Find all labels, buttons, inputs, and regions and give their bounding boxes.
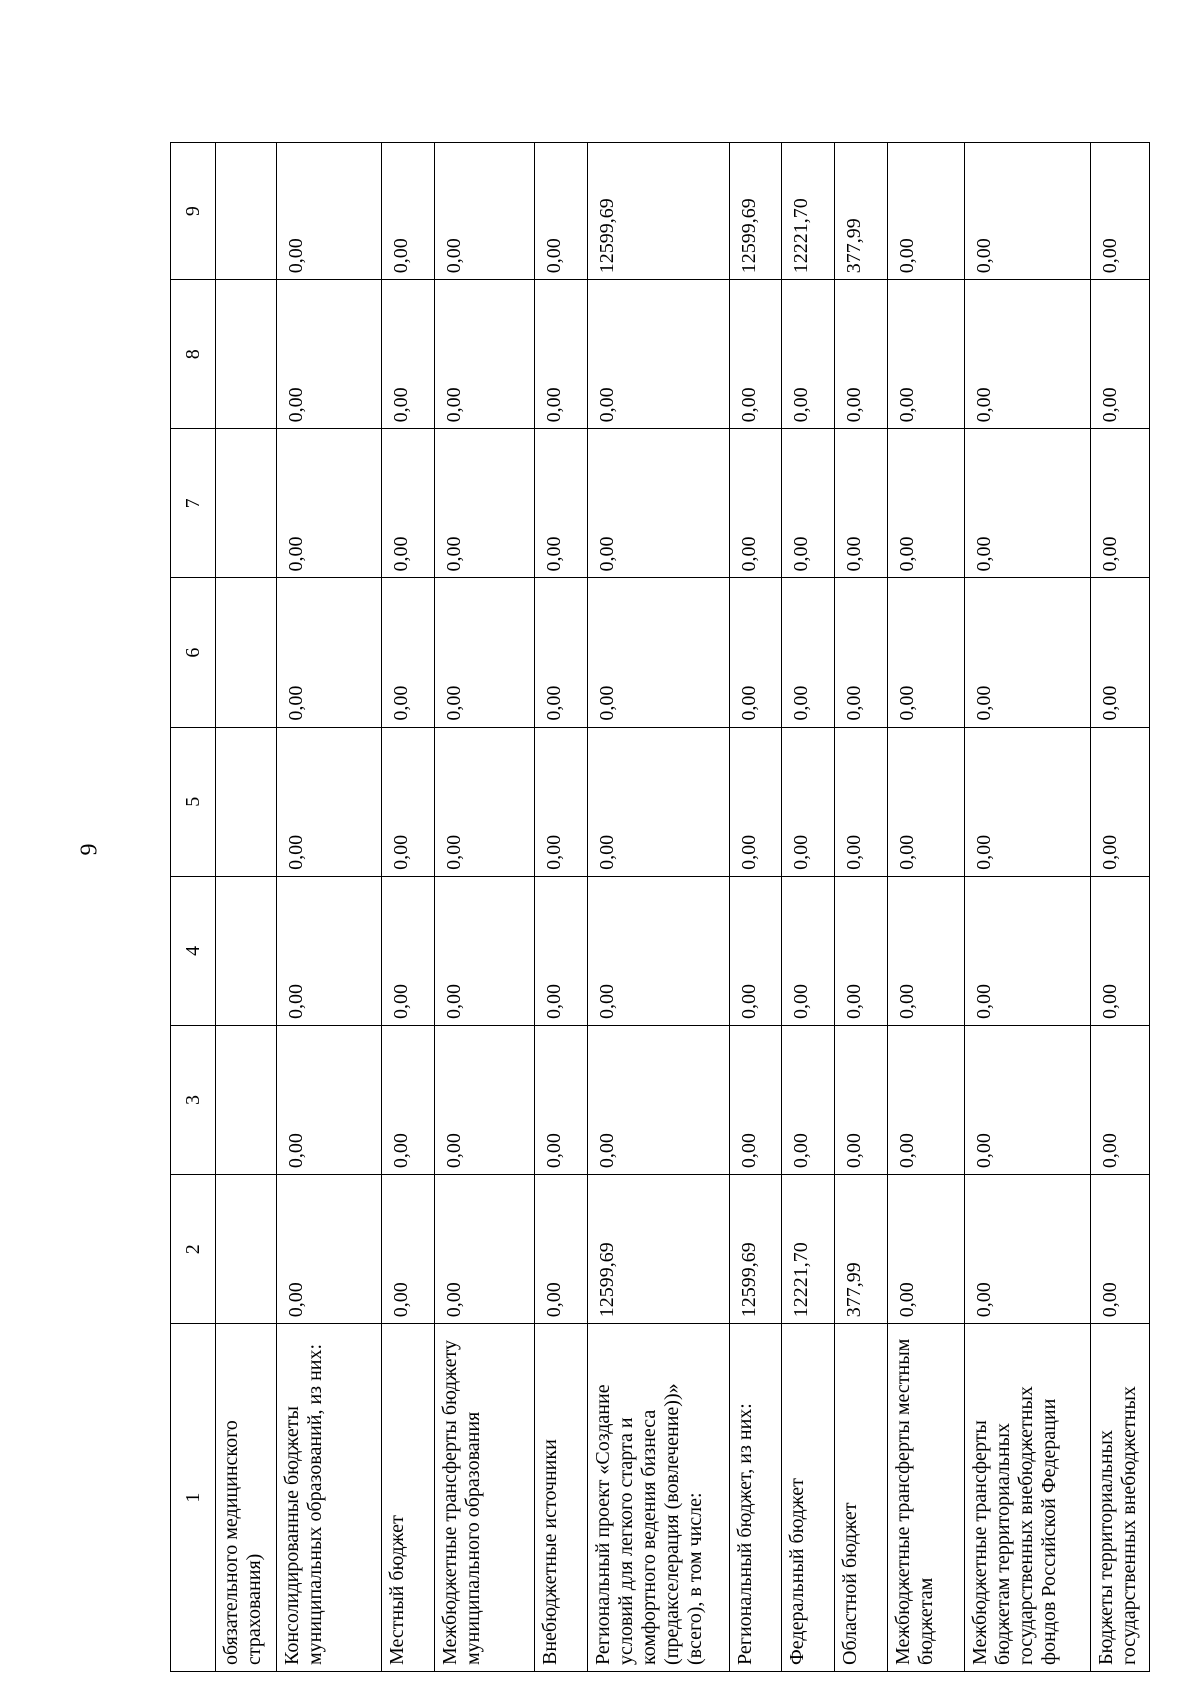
column-header: 1 [171, 1324, 216, 1672]
table-cell: 0,00 [435, 1025, 534, 1174]
table-cell [216, 429, 277, 578]
table-cell [216, 1175, 277, 1324]
table-cell: 377,99 [835, 1175, 888, 1324]
table-cell: 0,00 [888, 280, 965, 429]
table-row [534, 143, 587, 1672]
table-row [382, 143, 435, 1672]
table-cell: 0,00 [888, 727, 965, 876]
rotated-table-wrapper [170, 142, 1150, 1672]
table-cell: 377,99 [835, 143, 888, 280]
table-cell [216, 727, 277, 876]
row-label: Консолидированные бюджеты муниципальных образований, из них: [276, 1324, 382, 1672]
table-cell: 12221,70 [782, 1175, 835, 1324]
table-cell: 0,00 [1091, 876, 1150, 1025]
column-header: 4 [171, 876, 216, 1025]
table-cell: 12599,69 [729, 1175, 782, 1324]
table-row [888, 143, 965, 1672]
column-header: 3 [171, 1025, 216, 1174]
table-cell: 0,00 [382, 429, 435, 578]
table-cell: 0,00 [1091, 578, 1150, 727]
table-row [835, 143, 888, 1672]
table-row [587, 143, 729, 1672]
table-cell: 0,00 [382, 578, 435, 727]
table-row [1091, 143, 1150, 1672]
table-cell: 0,00 [888, 1025, 965, 1174]
table-cell: 0,00 [382, 727, 435, 876]
row-label: Межбюджетные трансферты местным бюджетам [888, 1324, 965, 1672]
table-row [965, 143, 1091, 1672]
table-cell: 0,00 [729, 727, 782, 876]
table-cell: 0,00 [1091, 429, 1150, 578]
table-cell: 0,00 [276, 876, 382, 1025]
table-cell: 0,00 [435, 876, 534, 1025]
table-cell: 0,00 [835, 1025, 888, 1174]
table-row [276, 143, 382, 1672]
table-cell: 0,00 [965, 876, 1091, 1025]
table-cell: 0,00 [276, 143, 382, 280]
table-cell: 0,00 [1091, 280, 1150, 429]
table-cell: 0,00 [729, 876, 782, 1025]
header-row [171, 143, 216, 1672]
table-cell: 0,00 [782, 876, 835, 1025]
column-header: 8 [171, 280, 216, 429]
column-header: 5 [171, 727, 216, 876]
table-cell: 0,00 [965, 1025, 1091, 1174]
table-cell: 0,00 [729, 578, 782, 727]
table-cell: 0,00 [965, 1175, 1091, 1324]
table-cell: 0,00 [782, 578, 835, 727]
column-header: 6 [171, 578, 216, 727]
table-cell: 0,00 [587, 578, 729, 727]
table-cell: 0,00 [587, 727, 729, 876]
table-cell: 0,00 [435, 429, 534, 578]
table-cell: 0,00 [835, 280, 888, 429]
table-cell [216, 143, 277, 280]
row-label: Федеральный бюджет [782, 1324, 835, 1672]
table-cell: 0,00 [534, 143, 587, 280]
table-cell: 0,00 [276, 578, 382, 727]
table-cell: 0,00 [835, 578, 888, 727]
table-cell: 0,00 [534, 1025, 587, 1174]
table-cell: 0,00 [276, 1175, 382, 1324]
table-cell: 0,00 [435, 280, 534, 429]
table-cell: 0,00 [888, 143, 965, 280]
table-cell: 0,00 [965, 143, 1091, 280]
table-cell: 0,00 [965, 280, 1091, 429]
table-cell: 0,00 [276, 429, 382, 578]
row-label: Областной бюджет [835, 1324, 888, 1672]
table-cell: 0,00 [835, 876, 888, 1025]
table-cell: 0,00 [435, 1175, 534, 1324]
table-cell: 0,00 [534, 876, 587, 1025]
table-cell: 0,00 [382, 876, 435, 1025]
table-cell: 0,00 [1091, 727, 1150, 876]
table-cell: 0,00 [888, 429, 965, 578]
table-cell: 0,00 [382, 143, 435, 280]
budget-table [170, 142, 1150, 1672]
table-cell: 0,00 [276, 1025, 382, 1174]
table-cell: 0,00 [534, 1175, 587, 1324]
row-label: Региональный проект «Создание условий для легкого старта и комфортного ведения бизнеса (предакселерация (вовлечение))» (всего), в том числе: [587, 1324, 729, 1672]
table-cell: 0,00 [587, 1025, 729, 1174]
table-cell: 12599,69 [729, 143, 782, 280]
table-cell: 12221,70 [782, 143, 835, 280]
table-cell: 0,00 [835, 727, 888, 876]
table-cell: 0,00 [587, 280, 729, 429]
table-cell: 0,00 [587, 429, 729, 578]
table-cell: 0,00 [1091, 143, 1150, 280]
table-cell: 0,00 [382, 1175, 435, 1324]
table-cell: 0,00 [276, 280, 382, 429]
table-cell: 0,00 [965, 429, 1091, 578]
table-cell [216, 1025, 277, 1174]
table-cell: 0,00 [888, 876, 965, 1025]
table-cell: 0,00 [965, 578, 1091, 727]
table-cell: 0,00 [534, 429, 587, 578]
table-cell [216, 280, 277, 429]
table-cell [216, 876, 277, 1025]
table-cell: 0,00 [534, 578, 587, 727]
row-label: Внебюджетные источники [534, 1324, 587, 1672]
table-cell: 0,00 [729, 280, 782, 429]
table-cell: 12599,69 [587, 143, 729, 280]
row-label: обязательного медицинского страхования) [216, 1324, 277, 1672]
table-cell: 0,00 [382, 280, 435, 429]
table-cell: 0,00 [435, 143, 534, 280]
row-label: Бюджеты территориальных государственных внебюджетных [1091, 1324, 1150, 1672]
table-cell [216, 578, 277, 727]
table-cell: 0,00 [435, 727, 534, 876]
table-cell: 0,00 [1091, 1175, 1150, 1324]
page-number: 9 [76, 843, 103, 856]
table-cell: 12599,69 [587, 1175, 729, 1324]
table-cell: 0,00 [782, 727, 835, 876]
table-cell: 0,00 [587, 876, 729, 1025]
table-cell: 0,00 [835, 429, 888, 578]
row-label: Межбюджетные трансферты бюджету муниципального образования [435, 1324, 534, 1672]
row-label: Региональный бюджет, из них: [729, 1324, 782, 1672]
table-cell: 0,00 [1091, 1025, 1150, 1174]
table-cell: 0,00 [435, 578, 534, 727]
table-cell: 0,00 [888, 578, 965, 727]
table-row [435, 143, 534, 1672]
table-cell: 0,00 [382, 1025, 435, 1174]
table-cell: 0,00 [534, 280, 587, 429]
row-label: Межбюджетные трансферты бюджетам территориальных государственных внебюджетных фондов Российской Федерации [965, 1324, 1091, 1672]
table-cell: 0,00 [782, 280, 835, 429]
table-row [729, 143, 782, 1672]
table-row [782, 143, 835, 1672]
table-cell: 0,00 [965, 727, 1091, 876]
column-header: 7 [171, 429, 216, 578]
table-cell: 0,00 [782, 1025, 835, 1174]
table-row [216, 143, 277, 1672]
table-cell: 0,00 [729, 1025, 782, 1174]
column-header: 9 [171, 143, 216, 280]
column-header: 2 [171, 1175, 216, 1324]
table-cell: 0,00 [276, 727, 382, 876]
table-cell: 0,00 [888, 1175, 965, 1324]
table-cell: 0,00 [534, 727, 587, 876]
table-cell: 0,00 [729, 429, 782, 578]
table-cell: 0,00 [782, 429, 835, 578]
row-label: Местный бюджет [382, 1324, 435, 1672]
